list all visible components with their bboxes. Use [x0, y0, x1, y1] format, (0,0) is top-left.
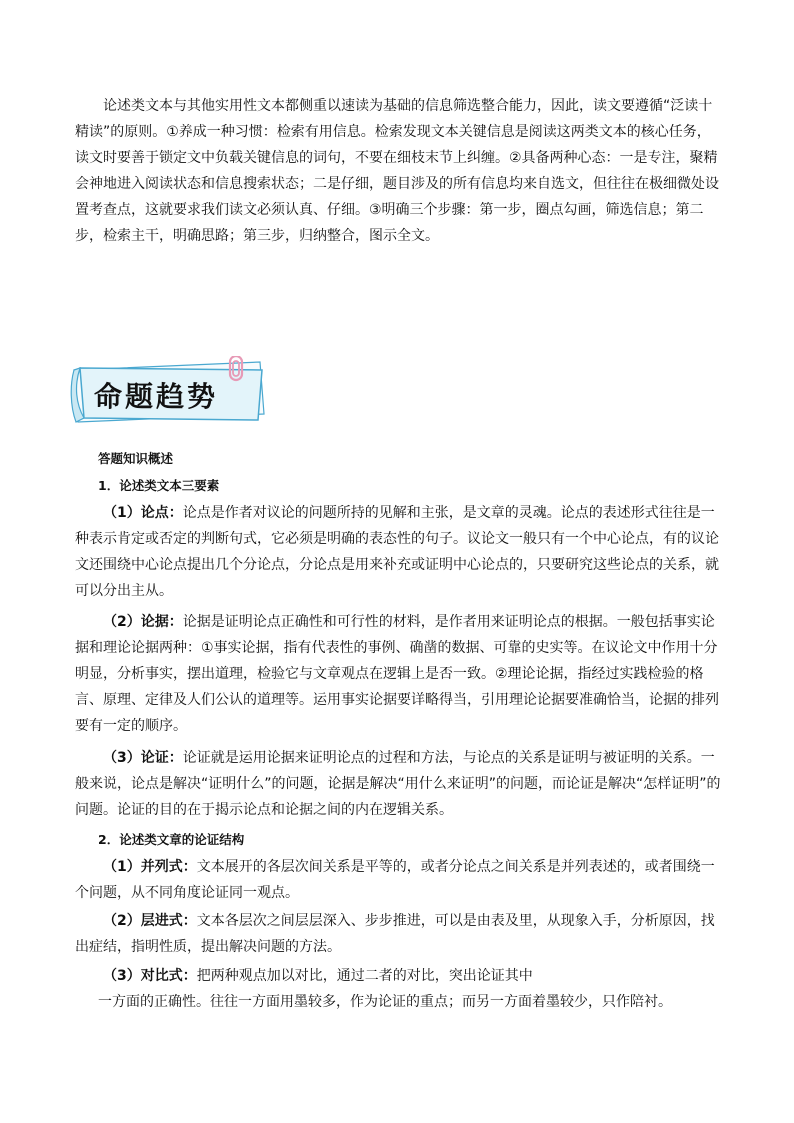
intro-text: 论述类文本与其他实用性文本都侧重以速读为基础的信息筛选整合能力，因此，读文要遵循“泛读十精读”的原则。①养成一种习惯：检索有用信息。检索发现文本关键信息是阅读这两类文本的核心任务，读文时要善于锁定文中负载关键信息的词句，不要在细枝末节上纠缠。②具备两种心态：一是专注，聚精会神地进入阅读状态和信息搜索状态；二是仔细，题目涉及的所有信息均来自选文，但往往在极细微处设置考查点，这就要求我们读文必须认真、仔细。③明确三个步骤：第一步，圈点勾画，筛选信息；第二步，检索主干，明确思路；第三步，归纳整合，图示全文。 — [75, 98, 719, 244]
paragraph-duibi-continued — [98, 989, 723, 1015]
text-lundian: 论点是作者对议论的问题所持的见解和主张，是文章的灵魂。论点的表述形式往往是一种表示肯定或否定的判断句式，它必须是明确的表态性的句子。议论文一般只有一个中心论点，有的议论文还围绕中心论点提出几个分论点，分论点是用来补充或证明中心论点的，只要研究这些论点的关系，就可以分出主从。 — [75, 505, 719, 599]
text-lunju: 论据是证明论点正确性和可行性的材料，是作者用来证明论点的根据。一般包括事实论据和理论论据两种：①事实论据，指有代表性的事例、确凿的数据、可靠的史实等。在议论文中作用十分明显，分析事实，摆出道理，检验它与文章观点在逻辑上是否一致。②理论论据，指经过实践检验的格言、原理、定律及人们公认的道理等。运用事实论据要详略得当，引用理论论据要准确恰当，论据的排列要有一定的顺序。 — [75, 614, 719, 734]
label-lunzheng: （3）论证： — [103, 750, 183, 766]
heading-three-elements: 1．论述类文本三要素 — [98, 478, 220, 493]
overview-heading: 答题知识概述 — [98, 451, 174, 466]
heading-argument-structure: 2．论述类文章的论证结构 — [98, 832, 245, 847]
paragraph-lundian — [75, 500, 723, 604]
text-duibi: 把两种观点加以对比，通过二者的对比，突出论证其中 — [196, 968, 533, 984]
paragraph-binglie — [75, 854, 723, 906]
paragraph-duibi — [75, 963, 723, 989]
label-lunju: （2）论据： — [103, 614, 183, 630]
intro-paragraph — [75, 93, 723, 249]
text-binglie: 文本展开的各层次间关系是平等的，或者分论点之间关系是并列表述的，或者围绕一个问题，从不同角度论证同一观点。 — [75, 859, 715, 901]
paragraph-lunju — [75, 609, 723, 739]
paragraph-cengjin — [75, 908, 723, 960]
label-cengjin: （2）层进式： — [103, 913, 197, 929]
section-title-banner — [70, 356, 268, 430]
paragraph-lunzheng — [75, 745, 723, 823]
label-binglie: （1）并列式： — [103, 859, 197, 875]
text-lunzheng: 论证就是运用论据来证明论点的过程和方法，与论点的关系是证明与被证明的关系。一般来说，论点是解决“证明什么”的问题，论据是解决“用什么来证明”的问题，而论证是解决“怎样证明”的问题。论证的目的在于揭示论点和论据之间的内在逻辑关系。 — [75, 750, 721, 818]
label-lundian: （1）论点： — [103, 505, 183, 521]
text-cengjin: 文本各层次之间层层深入、步步推进，可以是由表及里，从现象入手，分析原因，找出症结，指明性质，提出解决问题的方法。 — [75, 913, 715, 955]
section-title: 命题趋势 — [94, 380, 219, 413]
label-duibi: （3）对比式： — [103, 968, 197, 984]
text-duibi-line2: 一方面的正确性。往往一方面用墨较多，作为论证的重点；而另一方面着墨较少，只作陪衬。 — [98, 994, 672, 1010]
